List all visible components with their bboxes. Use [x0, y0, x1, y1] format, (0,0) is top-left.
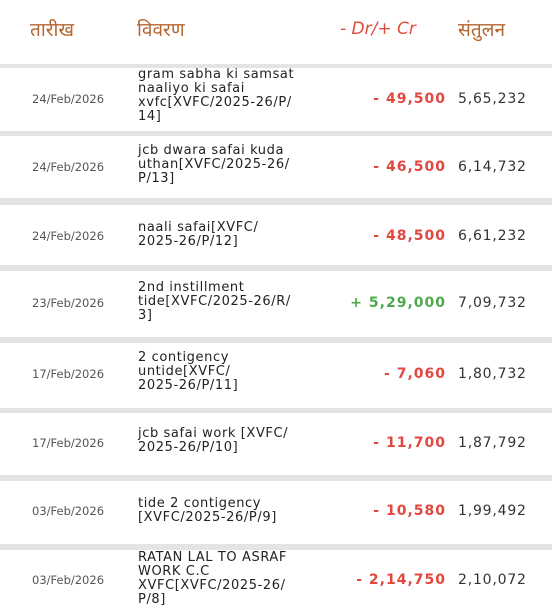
transaction-balance: 2,10,072: [458, 572, 527, 588]
transaction-row[interactable]: [0, 68, 552, 131]
transaction-date: 17/Feb/2026: [32, 436, 105, 450]
transaction-amount: - 2,14,750: [356, 572, 446, 588]
transaction-amount: + 5,29,000: [350, 295, 446, 311]
transaction-date: 03/Feb/2026: [32, 573, 105, 587]
transaction-description: gram sabha ki samsat naaliyo ki safai xvfc[XVFC/2025-26/P/ 14]: [138, 67, 295, 124]
transaction-balance: 6,61,232: [458, 228, 527, 244]
transaction-date: 23/Feb/2026: [32, 296, 105, 310]
transaction-date: 03/Feb/2026: [32, 504, 105, 518]
transaction-balance: 1,99,492: [458, 503, 527, 519]
transaction-amount: - 48,500: [373, 228, 446, 244]
transaction-row[interactable]: [0, 481, 552, 544]
transaction-balance: 5,65,232: [458, 91, 527, 107]
transaction-description: jcb safai work [XVFC/ 2025-26/P/10]: [138, 426, 289, 455]
header-balance: संतुलन: [458, 19, 506, 41]
transaction-description: tide 2 contigency [XVFC/2025-26/P/9]: [138, 496, 277, 525]
transaction-amount: - 46,500: [373, 159, 446, 175]
header-date: तारीख: [30, 19, 74, 41]
transaction-description: 2nd instillment tide[XVFC/2025-26/R/ 3]: [138, 280, 291, 323]
transaction-row[interactable]: [0, 413, 552, 475]
transaction-row[interactable]: [0, 136, 552, 198]
header-description: विवरण: [137, 19, 185, 41]
transaction-description: jcb dwara safai kuda uthan[XVFC/2025-26/ P/13]: [138, 143, 290, 186]
transaction-balance: 1,87,792: [458, 435, 527, 451]
transaction-row[interactable]: [0, 271, 552, 337]
transaction-date: 24/Feb/2026: [32, 160, 105, 174]
transaction-amount: - 10,580: [373, 503, 446, 519]
transaction-date: 17/Feb/2026: [32, 367, 105, 381]
header-amount: - Dr/+ Cr: [340, 19, 416, 39]
transaction-amount: - 11,700: [373, 435, 446, 451]
table-header: [0, 0, 552, 64]
transaction-amount: - 7,060: [384, 366, 446, 382]
transaction-amount: - 49,500: [373, 91, 446, 107]
transaction-balance: 6,14,732: [458, 159, 527, 175]
transaction-description: RATAN LAL TO ASRAF WORK C.C XVFC[XVFC/2025-26/ P/8]: [138, 550, 288, 607]
transaction-date: 24/Feb/2026: [32, 229, 105, 243]
transaction-date: 24/Feb/2026: [32, 92, 105, 106]
transaction-balance: 1,80,732: [458, 366, 527, 382]
transaction-description: naali safai[XVFC/ 2025-26/P/12]: [138, 220, 259, 249]
transaction-description: 2 contigency untide[XVFC/ 2025-26/P/11]: [138, 350, 239, 393]
transaction-row[interactable]: [0, 550, 552, 610]
transaction-row[interactable]: [0, 205, 552, 265]
transaction-balance: 7,09,732: [458, 295, 527, 311]
transaction-row[interactable]: [0, 343, 552, 408]
